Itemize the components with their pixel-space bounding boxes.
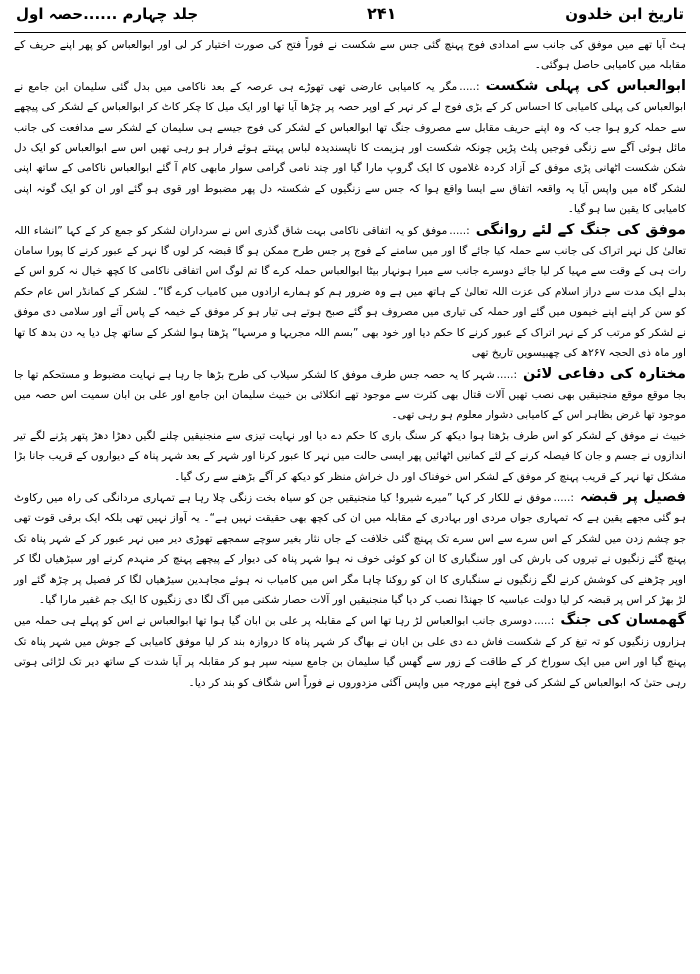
- section-heading: گھمسان کی جنگ: [560, 612, 686, 629]
- paragraph-1: [14, 35, 686, 76]
- heading-dots: :.....: [553, 491, 574, 504]
- page-header: [14, 4, 686, 33]
- section-heading: مختارہ کی دفاعی لائن: [523, 365, 686, 382]
- paragraph-text: موفق نے للکار کر کہا ”میرے شیرو! کیا منجنیقیں جن کو سیاہ بخت زنگی چلا رہا ہے تمہاری مردانگی کی راہ میں رکاوٹ ہو گئی مجھے یقین ہے کہ تمہاری جواں مردی اور بہادری کے مقابلہ میں ان کی کچھ بھی حقیقت نہیں ہے“۔ یہ آواز نہیں تھی بلکہ ایک برقی قوت تھی جو چشم زدن میں لشکر کے اس سرے سے اس سرے تک پہنچ گئی خلافت کے جاں نثار بغیر سوچے سمجھے تھوڑی دیر میں نہر عبور کر کے شہر پناہ تک پہنچ گئے زنگیوں نے تیروں کی بارش کی اور سنگباری کا ان کو کوئی خوف نہ ہوا شہر پناہ کی دیوار کے پیچھے پہنچ کر منہدم کرنے اور سیڑھیاں لگا کر اوپر چڑھنے کی کوشش کرنے لگے زنگیوں نے سنگباری کا ان کو روکنا چاہا مگر اس میں کامیاب نہ ہوئے مجاہدین سیڑھیاں لگا کر فصیل پر چڑھ گئے اور لڑ بھڑ کر اس پر قبضہ کر لیا دولت عباسیہ کا جھنڈا نصب کر دیا گیا منجنیقیں اور آلات حصار شکنی میں آگ لگا دی زنگیوں کا ایک جم غفیر مارا گیا۔: [14, 491, 686, 606]
- paragraph-7: [14, 610, 686, 693]
- paragraph-text: موفق کو یہ اتفاقی ناکامی بہت شاق گذری اس نے سرداران لشکر کو جمع کر کے کہا ”انشاء اللہ تعالیٰ کل نہر اتراک کی جانب سے حملہ کیا جائے گا اور میں سامنے کے فوج پر جس طرح ممکن ہو گا قبضہ کر لوں گا نہر کے عبور کرنے کا پورا سامان رات ہی کے وقت سے مہیا کر لیا جائے دوسرے جانب سے میرا ہونہار بیٹا ابوالعباس حملہ کرے گا تم لوگ اس اتفاقی ناکامی کا کچھ خیال نہ کرو اس کے بدلے ایک مدت سے دراز اسلام کی عزت اللہ تعالیٰ کے ہاتھ میں ہے وہ ضرور ہم کو ہمارے ارادوں میں کامیاب کرے گا“۔ لشکر کے کمانڈر اس عام حکم کو سن کر اپنے اپنے خیموں میں گئے اور حملہ کی تیاری میں مصروف ہو گئے صبح ہوتے ہی تیار ہو کر موفق کے خیمہ کے پاس آئے اور سلامی دی موفق نے لشکر کو مرتب کر کے نہر اتراک کے عبور کرنے کا حکم دیا اور خود بھی ”بسم اللہ مجریہا و مرسہا“ پڑھتا ہوا لشکر کے ساتھ چل دیا یہ دن بدھ کا تھا اور ماہ ذی الحجہ ۲۶۷ھ کی چھبیسویں تاریخ تھی: [14, 224, 686, 360]
- paragraph-2: [14, 76, 686, 220]
- volume-label: جلد چہارم ......حصہ اول: [16, 5, 199, 23]
- paragraph-text: مگر یہ کامیابی عارضی تھی تھوڑے ہی عرصہ کے بعد ناکامی میں بدل گئی سلیمان ابن جامع نے ابوالعباس کی پہلی کامیابی کا احساس کر کے بڑی فوج لے کر نہر کے اوپر حصہ پر چڑھا آیا تھا اور ایک میل کا چکر کاٹ کر ابوالعباس کے لشکر کی پیچھے سے حملہ کرو ہوا جب کہ وہ اپنے حریف مقابل سے مصروف جنگ تھا ابوالعباس کے لشکر کی فوج جیسے ہی سلیمان کے لشکر سے مدافعت کی جانب مائل ہوئی آگے سے زنگی فوجیں پلٹ پڑیں چونکہ شکست اور ہزیمت کا ناپسندیدہ لباس پہنتے ہوئے فرار ہو رہی تھیں اس سے ابوالعباس کو ایک دل شکن شکست اٹھانی پڑی موفق کے آزاد کردہ غلاموں کا ایک گروپ مارا گیا اور چند نامی گرامی سوار مابھی کام آ گئے ابوالعباس ناکامی کے ساتھ اپنی لشکر گاہ میں واپس آیا یہ واقعہ اتفاق سے ایسا واقع ہوا کہ جس سے زنگیوں کے شکستہ دل پھر مضبوط اور قوی ہو گئے اور ان کو ایک گونہ اپنی کامیابی کا یقین سا ہو گیا۔: [14, 80, 686, 216]
- section-heading: موفق کی جنگ کے لئے روانگی: [475, 221, 687, 238]
- paragraph-text: دوسری جانب ابوالعباس لڑ رہا تھا اس کے مقابلہ پر علی بن ابان گیا ہوا تھا ابوالعباس نے اس کو پہلے ہی حملہ میں ہزاروں زنگیوں کو تہ تیغ کر کے شکست فاش دے دی علی بن ابان نے بھاگ کر شہر پناہ کا دروازہ بند کر لیا موفق کامیابی کے جوش میں شہر پناہ تک پہنچ گیا اور اس میں ایک سوراخ کر کے طاقت کے زور سے گھس گیا سلیمان بن جامع سینہ سپر ہو کر مقابلہ پر آیا شدت کے ساتھ دیر تک لڑائی ہوتی رہی حتیٰ کہ ابوالعباس کے لشکر کی فوج اپنے مورچہ میں واپس آگئی مزدوروں نے فوراً اس شگاف کو بند کر دیا۔: [14, 615, 686, 689]
- book-title: تاریخ ابن خلدون: [565, 5, 684, 23]
- heading-dots: :.....: [459, 80, 480, 93]
- paragraph-3: [14, 220, 686, 364]
- heading-dots: :.....: [449, 224, 470, 237]
- paragraph-4: [14, 364, 686, 426]
- paragraph-text: خبیث نے موفق کے لشکر کو اس طرف بڑھتا ہوا دیکھ کر سنگ باری کا حکم دے دیا اور نہایت تیزی سے منجنیقیں چلنے لگیں دھڑا دھڑ پتھر پڑنے لگے تیر اندازوں نے جسم و جان کا فیصلہ کرنے کے لئے کمانیں اٹھائیں پھر ایسی حالت میں نہر کا عبور کرنا اور شہر کے بعد شہر پناہ کے دیواروں کے قریب جانا بڑا مشکل تھا نہر کے قریب پہنچ کر موفق کے لشکر اس خوفناک اور دل خراش منظر کو دیکھ کر آگے بڑھنے سے رک گیا۔: [14, 429, 686, 483]
- section-heading: ابوالعباس کی پہلی شکست: [485, 77, 686, 94]
- heading-dots: :.....: [496, 368, 518, 381]
- paragraph-text: شہر کا یہ حصہ جس طرف موفق کا لشکر سیلاب کی طرح بڑھا جا رہا ہے نہایت مضبوط و مستحکم تھا جا بجا موقع موقع منجنیقیں بھی نصب تھیں آلات قتال بھی کثرت سے موجود تھے انکلائی بن خبیث سلیمان ابن جامع اور علی بن ابان سمیت اس حصہ میں موجود تھا غرض بظاہر اس کے کامیابی دشوار معلوم ہو رہی تھی۔: [14, 368, 686, 422]
- paragraph-6: [14, 487, 686, 610]
- heading-dots: :.....: [533, 615, 555, 628]
- page-number: ۲۴۱: [367, 4, 397, 23]
- paragraph-text: ہٹ آیا تھے میں موفق کی جانب سے امدادی فوج پہنچ گئی جس سے شکست نے فوراً فتح کی صورت اختیار کر لی اور ابوالعباس کو پھر اپنے حریف کے مقابلہ میں کامیابی حاصل ہوگئی۔: [14, 39, 686, 72]
- paragraph-5: [14, 426, 686, 487]
- section-heading: فصیل پر قبضہ: [579, 488, 686, 505]
- page-body: [14, 33, 686, 693]
